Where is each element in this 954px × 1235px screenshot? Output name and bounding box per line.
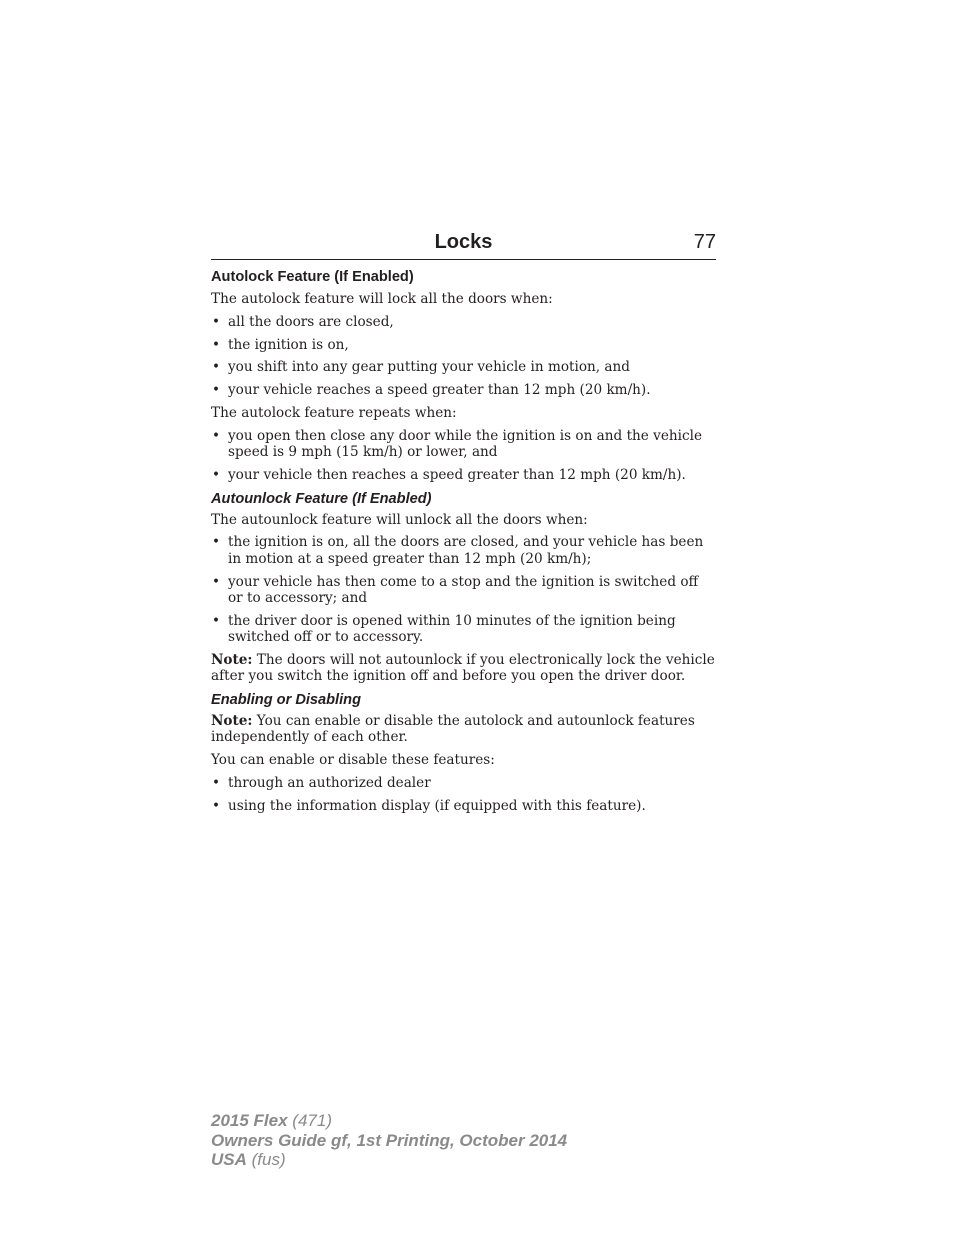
bullet-icon: • <box>212 774 221 791</box>
note-text: The doors will not autounlock if you electronically lock the vehicle after you switch the ignition off and before you open the driver door. <box>211 651 715 685</box>
autounlock-list <box>211 534 716 645</box>
enabling-intro: You can enable or disable these features: <box>211 751 495 768</box>
bullet-icon: • <box>212 573 221 590</box>
bullet-icon: • <box>212 336 221 353</box>
footer-market-code: (fus) <box>251 1150 286 1169</box>
page-footer <box>211 1111 567 1170</box>
autounlock-intro: The autounlock feature will unlock all the doors when: <box>211 511 588 528</box>
bullet-icon: • <box>212 382 221 399</box>
bullet-icon: • <box>212 359 221 376</box>
list-item: • the ignition is on, <box>212 336 349 353</box>
list-item: • your vehicle then reaches a speed greater than 12 mph (20 km/h). <box>212 466 686 483</box>
footer-guide: Owners Guide gf, 1st Printing, October 2014 <box>211 1130 568 1150</box>
list-item: • all the doors are closed, <box>212 313 394 330</box>
bullet-icon: • <box>212 427 221 444</box>
bullet-icon: • <box>212 797 221 814</box>
section-title: Locks <box>434 231 493 253</box>
footer-guide-line <box>211 1131 567 1151</box>
bullet-icon: • <box>212 612 221 629</box>
list-item: • the ignition is on, all the doors are closed, and your vehicle has been in motion at a speed greater than 12 mph (20 km/h); <box>212 534 704 567</box>
page-number: 77 <box>693 231 716 253</box>
bullet-icon: • <box>212 313 221 330</box>
list-item: • through an authorized dealer <box>212 774 431 791</box>
autounlock-note <box>211 652 716 685</box>
list-item: • you shift into any gear putting your vehicle in motion, and <box>212 359 630 376</box>
list-item: • you open then close any door while the ignition is on and the vehicle speed is 9 mph (15 km/h) or lower, and <box>212 427 702 461</box>
page-header <box>211 229 716 260</box>
footer-model-line <box>211 1111 567 1131</box>
list-item: • your vehicle reaches a speed greater than 12 mph (20 km/h). <box>212 382 651 399</box>
note-label: Note: <box>211 651 253 668</box>
autolock-intro: The autolock feature will lock all the doors when: <box>211 291 553 307</box>
autolock-list <box>211 314 716 399</box>
bullet-icon: • <box>212 466 221 483</box>
footer-model: 2015 Flex <box>211 1111 288 1130</box>
enabling-list <box>211 775 716 814</box>
page-content <box>211 266 716 820</box>
note-label: Note: <box>211 712 253 729</box>
list-item: • your vehicle has then come to a stop and the ignition is switched off or to accessory; and <box>212 573 699 606</box>
autolock-repeat-list <box>211 428 716 483</box>
list-item: • the driver door is opened within 10 minutes of the ignition being switched off or to accessory. <box>212 612 676 645</box>
autolock-repeat-intro: The autolock feature repeats when: <box>211 404 457 421</box>
autounlock-heading: Autounlock Feature (If Enabled) <box>211 490 432 507</box>
footer-market: USA <box>211 1150 247 1169</box>
note-text: You can enable or disable the autolock and autounlock features independently of each other. <box>211 712 695 746</box>
bullet-icon: • <box>212 534 221 551</box>
autolock-heading: Autolock Feature (If Enabled) <box>211 269 414 285</box>
footer-model-code: (471) <box>292 1111 332 1130</box>
footer-market-line <box>211 1150 567 1170</box>
enabling-note <box>211 713 716 746</box>
enabling-heading: Enabling or Disabling <box>211 691 361 708</box>
list-item: • using the information display (if equipped with this feature). <box>212 797 646 814</box>
